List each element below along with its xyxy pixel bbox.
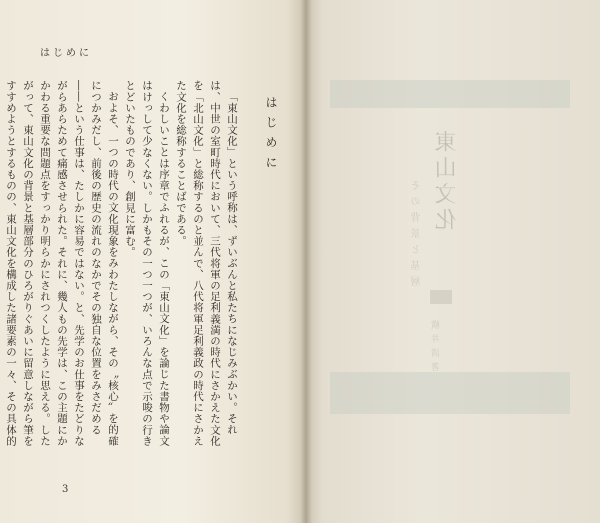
chapter-heading: はじめに bbox=[264, 96, 278, 176]
body-paragraph: くわしいことは序章でふれるが、この「東山文化」を論じた書物や論文はけっして少なくない。しかもその一つ一つが、いろんな点で示唆の行きとどいたものであり、創見に富む。 bbox=[124, 80, 170, 447]
show-through-band-bottom bbox=[330, 372, 570, 414]
show-through-subtitle: その背景と基層 bbox=[412, 180, 423, 292]
right-page bbox=[305, 0, 600, 523]
show-through-mark bbox=[430, 290, 452, 304]
show-through-title: 東山文化 bbox=[435, 130, 460, 234]
show-through-author: 横井清著 bbox=[432, 320, 442, 376]
show-through-band-top bbox=[330, 80, 570, 108]
book-gutter bbox=[300, 0, 312, 523]
running-head: はじめに bbox=[40, 48, 92, 59]
body-paragraph: 「東山文化」という呼称は、ずいぶんと私たちになじみぶかい。それは、中世の室町時代において、三代将軍の足利義満の時代にさかえた文化を「北山文化」と総称するのと並んで、八代将軍足利義政の時代にさかえた文化を総称することばである。 bbox=[175, 80, 238, 447]
page-number: 3 bbox=[62, 484, 69, 495]
body-paragraph: およそ、一つの時代の文化現象をみわたしながら、その〝核心〟を的確につかみだし、前後の歴史の流れのなかでその独自な位置をみさだめる――という仕事は、たしかに容易ではない。と、先学のお仕事をたどりながらあらためて痛感させられた。それに、幾人もの先学は、この主題にかかわる重要な問題点をすっかり明らかにされつくしたように思える。したがって、東山文化の背景と基層部分のひろがりぐあいに留意しながら筆をすすめようとするものの、東山文化を構成した諸要素の一々、その具体的 bbox=[5, 80, 119, 447]
body-text bbox=[5, 80, 240, 450]
